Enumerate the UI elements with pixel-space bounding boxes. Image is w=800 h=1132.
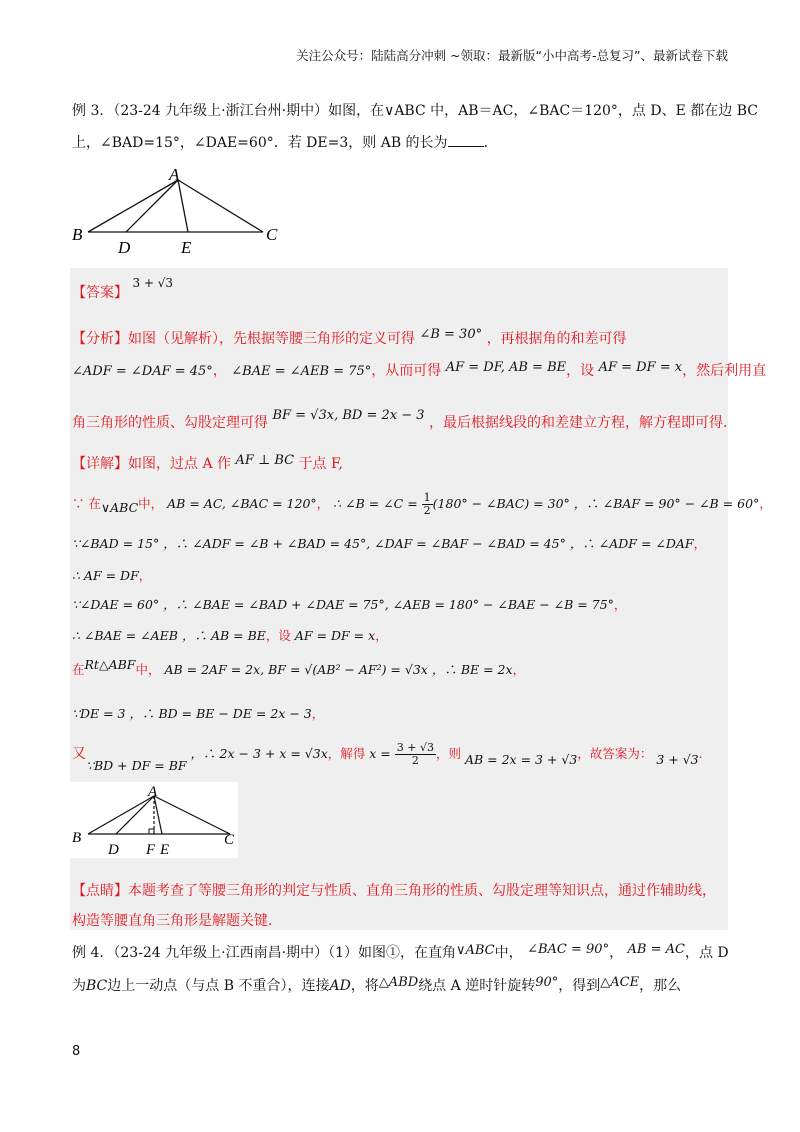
detail-line9 [72, 742, 703, 782]
ex4-text: 为 [72, 978, 86, 994]
answer-blank [448, 134, 484, 147]
detail-math: ，∴ ∠BAE = ∠BAD + ∠DAE = 75°, ∠AEB = 180° − ∠BAE − ∠B = 75° [163, 597, 614, 612]
analysis-line3 [72, 408, 728, 432]
detail-text: ，则 [435, 746, 461, 761]
detail-math: AF = DF = x [294, 628, 376, 643]
answer-value: 3 + √3 [132, 276, 174, 290]
detail-line8 [72, 704, 324, 722]
detail-math: ∨ABC [100, 500, 139, 515]
ex4-math: △ABD [378, 975, 419, 990]
analysis-line2 [72, 360, 766, 380]
ex4-math: △ACE [600, 975, 640, 990]
detail-text: 又 [72, 746, 86, 762]
detail-line4 [72, 566, 151, 584]
label-a: A [169, 165, 180, 184]
ex4-text: 绕点 A 逆时针旋转 [418, 978, 536, 994]
ex3-line2-text: 上，∠BAD=15°，∠DAE=60°．若 DE=3，则 AB 的长为 [72, 135, 448, 151]
detail-line7 [72, 657, 526, 678]
detail-math: ∴ AF = DF [72, 568, 139, 583]
detail-math: AB = AC, ∠BAC = 120° [167, 496, 317, 511]
triangle-figure-2 [70, 782, 238, 858]
detail-math: ，∴ AB = BE [181, 628, 266, 643]
detail-line1 [72, 453, 343, 473]
ex4-text: ， [609, 945, 624, 961]
detail-text: ，故答案为： [577, 746, 653, 761]
detail-math: AB = 2AF = 2x, BF = √(AB² − AF²) = √3x [164, 662, 428, 677]
detail-text: 中， [138, 496, 164, 511]
analysis-math: ∠B = 30° [419, 327, 483, 342]
ex4-text: ，点 D [684, 945, 729, 961]
label-a: A [148, 784, 158, 800]
detail-math: ∵BD + DF = BF [86, 758, 187, 773]
detail-text: . [698, 746, 703, 761]
detail-math: ∵∠BAD = 15° [72, 536, 160, 551]
detail-text: ， [512, 662, 526, 677]
ex4-math: 90° [535, 975, 559, 990]
detail-text: ，设 [265, 628, 291, 643]
ex4-math: BC [86, 978, 108, 994]
label-e: E [181, 238, 192, 257]
label-b: B [72, 830, 82, 846]
detail-math: Rt△ABF [84, 657, 136, 672]
analysis-math: ∠BAE = ∠AEB = 75° [231, 364, 372, 379]
analysis-text: 【分析】如图（见解析），先根据等腰三角形的定义可得 [72, 331, 415, 347]
ex4-text: ，将 [350, 978, 379, 994]
label-d: D [108, 842, 119, 858]
detail-math: ，∴ 2x − 3 + x = √3x [190, 746, 328, 761]
detail-line3 [72, 534, 706, 552]
frac-num: 3 + √3 [396, 741, 434, 754]
detail-text: ，解得 [327, 746, 366, 761]
detail-math: ∴ ∠BAE = ∠AEB [72, 628, 178, 643]
detail-line2 [72, 492, 772, 517]
detail-math: 3 + √3 [656, 752, 699, 767]
ex4-math: AB = AC [627, 942, 685, 957]
detail-math: ，∴ BE = 2x [431, 662, 513, 677]
detail-math: ∵DE = 3 [72, 706, 126, 721]
frac-den: 2 [411, 754, 419, 767]
ex4-line2 [72, 975, 681, 995]
analysis-text: ，从而可得 [371, 363, 442, 379]
detail-text: 【详解】如图，过点 A 作 [72, 456, 232, 472]
detail-text: ， [613, 597, 627, 612]
detail-math: (180° − ∠BAC) = 30° [432, 496, 570, 511]
detail-text: 于点 F, [298, 456, 343, 472]
ex4-text: ，那么 [639, 978, 682, 994]
label-b: B [72, 225, 83, 244]
ex4-math: ∠BAC = 90° [527, 942, 610, 957]
triangle-figure-1 [68, 160, 288, 260]
analysis-math: AF = DF = x [598, 360, 683, 375]
detail-line6 [72, 626, 388, 644]
analysis-text: ， [212, 363, 227, 379]
label-e: E [160, 842, 170, 858]
label-c: C [266, 225, 278, 244]
detail-text: ， [693, 536, 707, 551]
answer-line [72, 276, 174, 302]
ex3-line1: 例 3．（23-24 九年级上·浙江台州·期中）如图，在∨ABC 中，AB＝AC，∠BAC＝120°，点 D、E 都在边 BC [72, 103, 758, 119]
ex4-math: AD [329, 978, 351, 994]
page-header: 关注公众号：陆陆高分冲刺 ~领取：最新版“小中高考-总复习”、最新试卷下载 [296, 48, 728, 63]
analysis-text: ，最后根据线段的和差建立方程，解方程即可得. [428, 415, 728, 431]
detail-math: AF ⊥ BC [235, 453, 295, 468]
detail-text: ， [138, 568, 152, 583]
page-number: 8 [72, 1044, 81, 1059]
detail-math: ，∴ ∠ADF = ∠B + ∠BAD = 45°, ∠DAF = ∠BAF − ∠BAD = 45° [163, 536, 566, 551]
detail-math: ，∴ BD = BE − DE = 2x − 3 [129, 706, 312, 721]
fraction-half [422, 492, 433, 517]
label-f: F [146, 842, 156, 858]
ex3-line2 [72, 132, 498, 152]
ex4-text: 例 4．（23-24 九年级上·江西南昌·期中）（1）如图①，在直角 [72, 945, 456, 961]
analysis-math: ∠ADF = ∠DAF = 45° [72, 364, 213, 379]
analysis-math: AF = DF, AB = BE [445, 360, 567, 375]
detail-math: x = [369, 746, 391, 761]
detail-math: ∵∠DAE = 60° [72, 597, 160, 612]
frac-den: 2 [423, 504, 431, 517]
ex4-text: 边上一动点（与点 B 不重合），连接 [107, 978, 330, 994]
detail-text: ， [759, 496, 772, 511]
comment-line1: 【点睛】本题考查了等腰三角形的判定与性质、直角三角形的性质、勾股定理等知识点，通过作辅助线， [72, 883, 716, 899]
detail-text: ， [316, 496, 330, 511]
ex4-math: ∨ABC [455, 943, 495, 958]
detail-text: ， [375, 628, 388, 643]
comment-line2: 构造等腰直角三角形是解题关键. [72, 913, 273, 929]
analysis-text: ，设 [566, 363, 595, 379]
detail-text: 中， [135, 662, 161, 677]
detail-line5 [72, 595, 626, 613]
analysis-text: ，再根据角的和差可得 [486, 331, 627, 347]
detail-math: ，∴ ∠ADF = ∠DAF [569, 536, 694, 551]
ex4-text: ，得到 [558, 978, 601, 994]
ex3-line2-end: ． [483, 135, 498, 151]
detail-text: ， [311, 706, 325, 721]
detail-math: ，∴ ∠BAF = 90° − ∠B = 60° [573, 496, 760, 511]
detail-text: 在 [72, 662, 85, 677]
ex4-line1 [72, 942, 729, 962]
analysis-math: BF = √3x, BD = 2x − 3 [272, 408, 425, 423]
frac-num: 1 [423, 491, 431, 504]
detail-math: ∴ ∠B = ∠C = [333, 496, 418, 511]
analysis-text: ，然后利用直 [682, 363, 767, 379]
analysis-text: 角三角形的性质、勾股定理可得 [72, 415, 268, 431]
answer-label: 【答案】 [72, 285, 128, 301]
detail-text: ∵ 在 [72, 496, 101, 511]
fraction-solution [395, 742, 436, 767]
detail-math: AB = 2x = 3 + √3 [464, 752, 578, 767]
analysis-line1 [72, 328, 627, 348]
ex4-text: 中， [494, 945, 523, 961]
label-d: D [118, 238, 131, 257]
label-c: C [224, 832, 235, 848]
